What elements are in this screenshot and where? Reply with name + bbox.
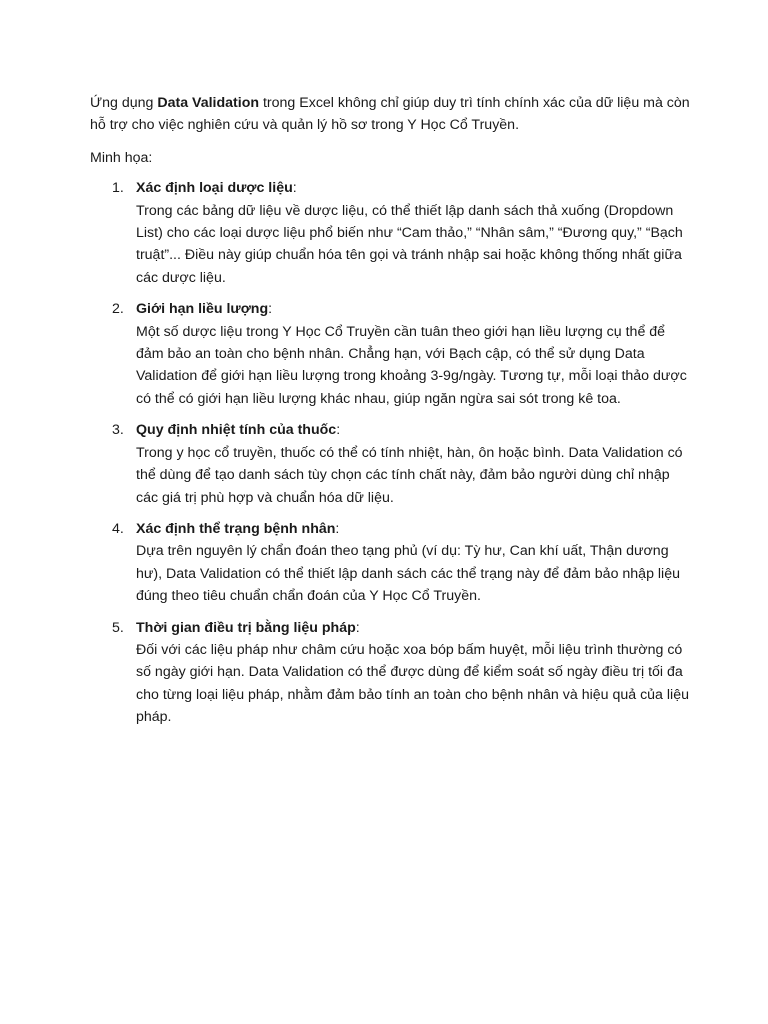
list-item-colon: : bbox=[335, 520, 340, 537]
list-item-heading bbox=[136, 422, 340, 438]
intro-paragraph bbox=[90, 92, 690, 137]
list-item-colon: : bbox=[355, 619, 360, 636]
list-item bbox=[90, 518, 690, 608]
list-item-heading bbox=[136, 620, 360, 636]
list-item-number: 1. bbox=[112, 180, 124, 197]
list-item-title: Xác định thể trạng bệnh nhân bbox=[136, 520, 336, 537]
intro-bold-term: Data Validation bbox=[157, 95, 260, 111]
list-item-colon: : bbox=[336, 422, 341, 439]
list-item-colon: : bbox=[268, 301, 273, 318]
example-list bbox=[90, 177, 690, 728]
list-item bbox=[90, 177, 690, 289]
list-item-number: 4. bbox=[112, 520, 124, 537]
list-item-colon: : bbox=[292, 180, 297, 197]
list-item-body: Dựa trên nguyên lý chẩn đoán theo tạng phủ (ví dụ: Tỳ hư, Can khí uất, Thận dương hư), Data Validation có thể thiết lập danh sách các thể trạng này để đảm bảo nhập liệu đúng theo tiêu chuẩn chẩn đoán của Y Học Cổ Truyền. bbox=[136, 543, 680, 605]
list-item-title: Giới hạn liều lượng bbox=[136, 301, 269, 318]
list-item-body: Đối với các liệu pháp như châm cứu hoặc xoa bóp bấm huyệt, mỗi liệu trình thường có số ngày giới hạn. Data Validation có thể được dùng để kiểm soát số ngày điều trị tối đa cho từng loại liệu pháp, nhằm đảm bảo tính an toàn cho bệnh nhân và hiệu quả của liệu pháp. bbox=[136, 641, 689, 726]
list-item-body: Một số dược liệu trong Y Học Cổ Truyền cần tuân theo giới hạn liều lượng cụ thể để đảm bảo an toàn cho bệnh nhân. Chẳng hạn, với Bạch cập, có thể sử dụng Data Validation để giới hạn liều lượng trong khoảng 3-9g/ngày. Tương tự, mỗi loại thảo dược có thể có giới hạn liều lượng khác nhau, giúp ngăn ngừa sai sót trong kê toa. bbox=[136, 323, 687, 407]
intro-prefix: Ứng dụng bbox=[90, 95, 158, 111]
list-item-heading bbox=[136, 180, 297, 196]
intro-suffix: trong Excel không chỉ giúp duy trì tính chính xác của dữ liệu mà còn hỗ trợ cho việc nghiên cứu và quản lý hồ sơ trong Y Học Cổ Truyền. bbox=[90, 95, 690, 134]
list-item-heading bbox=[136, 521, 339, 537]
list-item-title: Xác định loại dược liệu bbox=[136, 180, 293, 197]
illustration-label: Minh họa: bbox=[90, 149, 153, 166]
list-item-body: Trong y học cổ truyền, thuốc có thể có tính nhiệt, hàn, ôn hoặc bình. Data Validation có thể dùng để tạo danh sách tùy chọn các tính chất này, đảm bảo người dùng chỉ nhập các giá trị phù hợp và chuẩn hóa dữ liệu. bbox=[136, 444, 683, 506]
list-item bbox=[90, 298, 690, 410]
list-item-number: 5. bbox=[112, 619, 124, 636]
document-page bbox=[90, 92, 690, 738]
list-item bbox=[90, 617, 690, 729]
list-item-number: 3. bbox=[112, 422, 124, 439]
list-item-title: Quy định nhiệt tính của thuốc bbox=[136, 422, 337, 439]
list-item-title: Thời gian điều trị bằng liệu pháp bbox=[136, 619, 356, 636]
list-item bbox=[90, 419, 690, 509]
list-item-body: Trong các bảng dữ liệu về dược liệu, có thể thiết lập danh sách thả xuống (Dropdown List) cho các loại dược liệu phổ biến như “Cam thảo,” “Nhân sâm,” “Đương quy,” “Bạch truật”... Điều này giúp chuẩn hóa tên gọi và tránh nhập sai hoặc không thống nhất giữa các dược liệu. bbox=[136, 202, 683, 286]
list-item-heading bbox=[136, 301, 272, 317]
list-item-number: 2. bbox=[112, 301, 124, 318]
